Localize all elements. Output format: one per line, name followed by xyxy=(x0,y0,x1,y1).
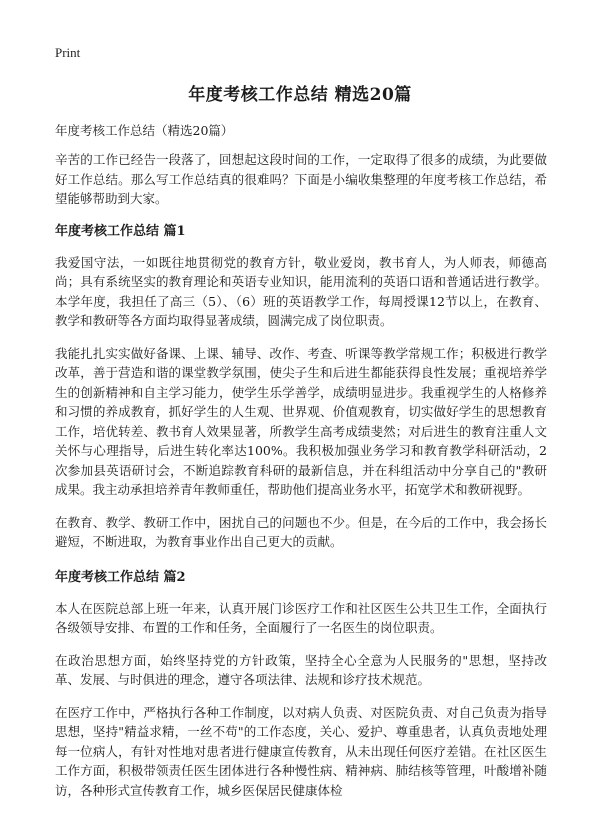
section2-paragraph: 在医疗工作中，严格执行各种工作制度，以对病人负责、对医院负责、对自己负责为指导思想，坚持"精益求精，一丝不苟"的工作态度，关心、爱护、尊重患者，认真负责地处理每一位病人，有针对性地对患者进行健康宣传教育，从未出现任何医疗差错。在社区医生工作方面，积极带领责任医生团体进行各种慢性病、精神病、肺结核等管理，叶酸增补随访，各种形式宣传教育工作，城乡医保居民健康体检 xyxy=(55,704,547,798)
section-heading-1: 年度考核工作总结 篇1 xyxy=(55,223,186,239)
section-heading-2: 年度考核工作总结 篇2 xyxy=(55,569,186,585)
section2-paragraph: 在政治思想方面，始终坚持党的方针政策，坚持全心全意为人民服务的"思想，坚持改革、发展、与时俱进的理念，遵守各项法律、法规和诊疗技术规范。 xyxy=(55,652,547,687)
section1-paragraph: 我爱国守法，一如既往地贯彻党的教育方针，敬业爱岗，教书育人，为人师表，师德高尚；具有系统坚实的教育理论和英语专业知识，能用流利的英语口语和普通话进行教学。本学年度，我担任了高三（5）、（6）班的英语教学工作，每周授课12节以上，在教育、教学和教研等各方面均取得显著成绩，圆满完成了岗位职责。 xyxy=(55,254,547,328)
page-title: 年度考核工作总结 精选20篇 xyxy=(188,85,412,105)
section2-paragraph: 本人在医院总部上班一年来，认真开展门诊医疗工作和社区医生公共卫生工作，全面执行各级领导安排、布置的工作和任务，全面履行了一名医生的岗位职责。 xyxy=(55,600,547,635)
intro-paragraph: 辛苦的工作已经告一段落了，回想起这段时间的工作，一定取得了很多的成绩，为此要做好工作总结。那么写工作总结真的很难吗？下面是小编收集整理的年度考核工作总结，希望能够帮助到大家。 xyxy=(55,152,547,206)
document-subtitle: 年度考核工作总结（精选20篇） xyxy=(55,123,234,138)
section1-paragraph: 在教育、教学、教研工作中，困扰自己的问题也不少。但是，在今后的工作中，我会扬长避短，不断进取，为教育事业作出自己更大的贡献。 xyxy=(55,514,547,549)
print-link[interactable]: Print xyxy=(55,45,81,60)
document-body xyxy=(55,150,547,813)
section1-paragraph: 我能扎扎实实做好备课、上课、辅导、改作、考查、听课等教学常规工作；积极进行教学改革，善于营造和谐的课堂教学氛围，使尖子生和后进生都能获得良性发展；重视培养学生的创新精神和自主学习能力，使学生乐学善学，成绩明显进步。我重视学生的人格修养和习惯的养成教育，抓好学生的人生观、世界观、价值观教育，切实做好学生的思想教育工作，培优转差、教书育人效果显著，所教学生高考成绩斐然；对后进生的教育注重人文关怀与心理指导，后进生转化率达100%。我积极加强业务学习和教育教学科研活动，2次参加县英语研讨会，不断追踪教育科研的最新信息，并在科组活动中分享自己的"教研成果。我主动承担培养青年教师重任，帮助他们提高业务水平，拓宽学术和教研视野。 xyxy=(55,345,547,497)
